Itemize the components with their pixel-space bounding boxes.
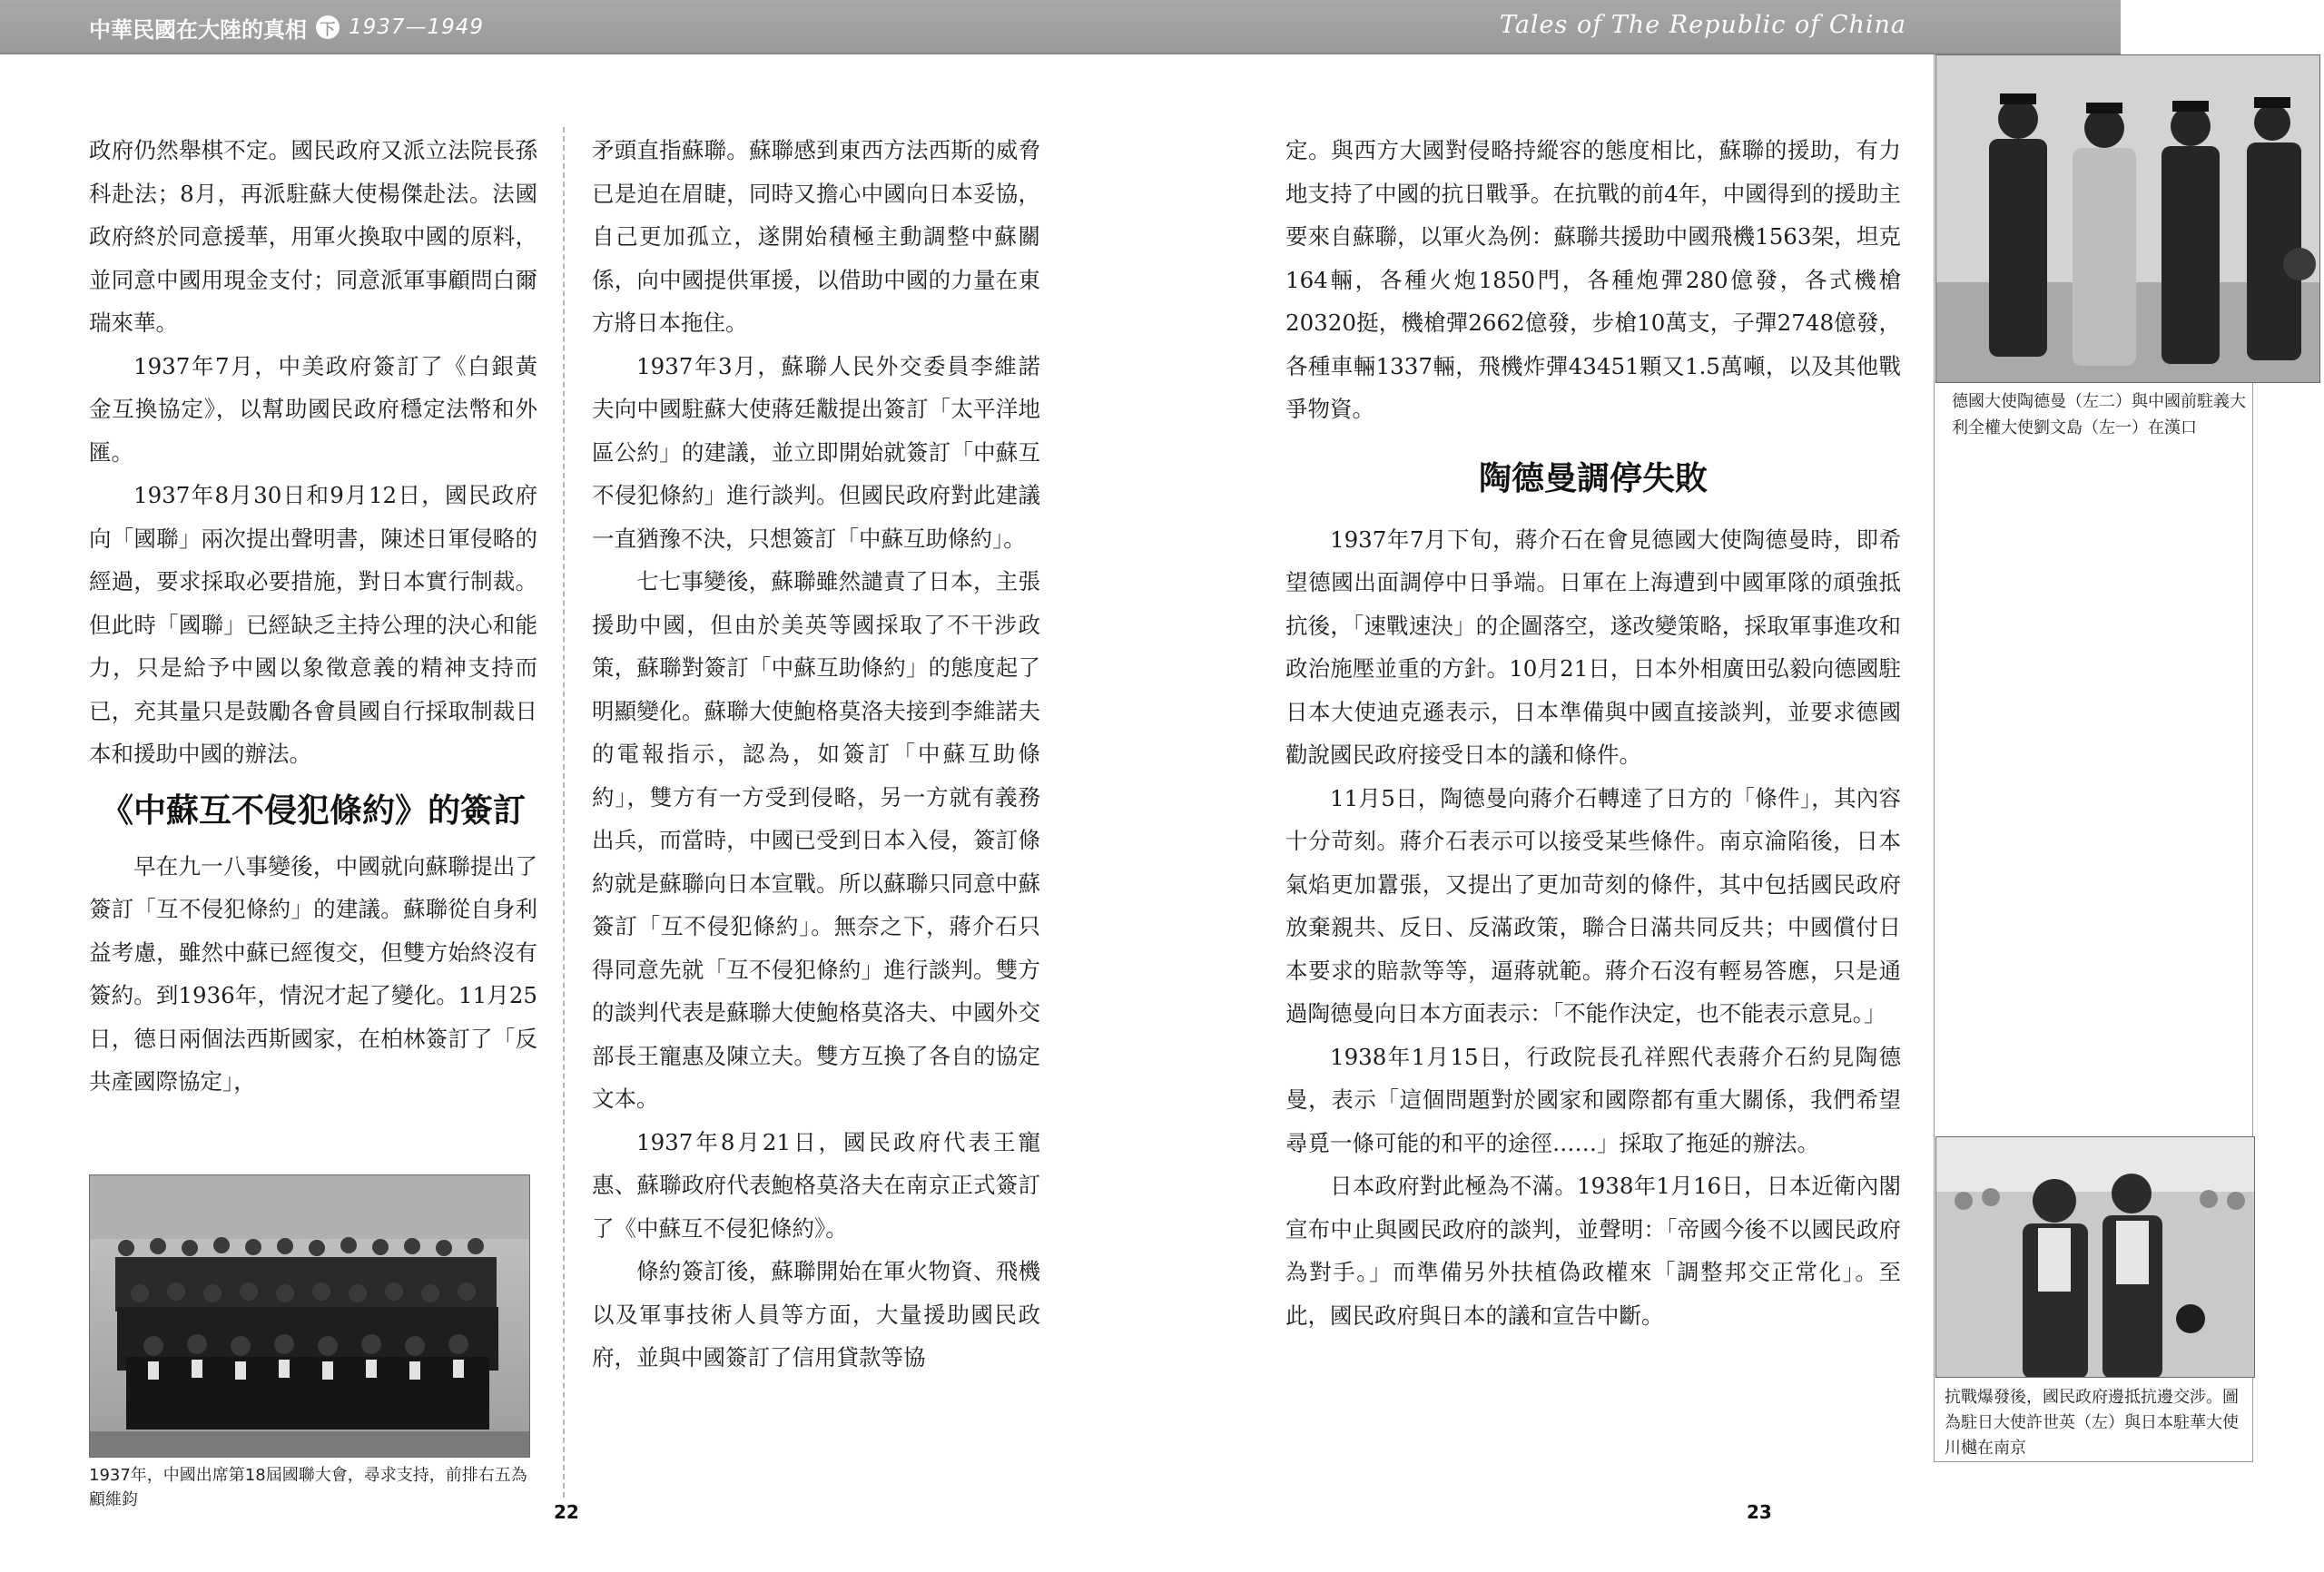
page-number-right: 23 (1747, 1501, 1772, 1523)
column-divider (563, 127, 565, 1498)
league-delegation-photo (89, 1174, 530, 1458)
right-page-column (1285, 129, 1901, 1337)
header-rule (0, 53, 2121, 54)
paragraph: 政府仍然舉棋不定。國民政府又派立法院長孫科赴法；8月，再派駐蘇大使楊傑赴法。法國政府終於同意援華，用軍火換取中國的原料，並同意中國用現金支付；同意派軍事顧問白爾瑞來華。 (89, 137, 537, 336)
section-heading-sino-soviet-treaty: 《中蘇互不侵犯條約》的簽訂 (100, 791, 526, 830)
trautmann-photo-caption: 德國大使陶德曼（左二）與中國前駐義大利全權大使劉文島（左一）在漢口 (1952, 392, 2246, 437)
sidebar-bottom-rule (1934, 1461, 2253, 1462)
header-years: 1937—1949 (349, 15, 485, 39)
paragraph: 矛頭直指蘇聯。蘇聯感到東西方法西斯的威脅已是迫在眉睫，同時又擔心中國向日本妥協，自己更加孤立，遂開始積極主動調整中蘇關係，向中國提供軍援，以借助中國的力量在東方將日本拖住。 (592, 137, 1040, 336)
paragraph: 早在九一八事變後，中國就向蘇聯提出了簽訂「互不侵犯條約」的建議。蘇聯從自身利益考慮，雖然中蘇已經復交，但雙方始終沒有簽約。到1936年，情況才起了變化。11月25日，德日兩個法西斯國家，在柏林簽訂了「反共產國際協定」， (89, 852, 537, 1095)
nanjing-ambassadors-photo (1935, 1136, 2255, 1378)
paragraph: 1937年7月，中美政府簽訂了《白銀黃金互換協定》，以幫助國民政府穩定法幣和外匯。 (89, 352, 537, 466)
league-photo-caption: 1937年，中國出席第18屆國聯大會，尋求支持，前排右五為顧維鈞 (89, 1466, 527, 1509)
paragraph: 1938年1月15日，行政院長孔祥熙代表蔣介石約見陶德曼，表示「這個問題對於國家和國際都有重大關係，我們希望尋覓一條可能的和平的途徑……」採取了拖延的辦法。 (1285, 1043, 1901, 1156)
paragraph: 1937年8月30日和9月12日，國民政府向「國聯」兩次提出聲明書，陳述日軍侵略的經過，要求採取必要措施，對日本實行制裁。但此時「國聯」已經缺乏主持公理的決心和能力，只是給予中國以象徵意義的精神支持而已，充其量只是鼓勵各會員國自行採取制裁日本和援助中國的辦法。 (89, 482, 537, 767)
paragraph: 1937年7月下旬，蔣介石在會見德國大使陶德曼時，即希望德國出面調停中日爭端。日軍在上海遭到中國軍隊的頑強抵抗後，「速戰速決」的企圖落空，遂改變策略，採取軍事進攻和政治施壓並重的方針。10月21日，日本外相廣田弘毅向德國駐日本大使迪克遜表示，日本準備與中國直接談判，並要求德國勸說國民政府接受日本的議和條件。 (1285, 526, 1901, 768)
page-number-left: 22 (554, 1501, 579, 1523)
left-page-column-2 (592, 129, 1040, 1380)
paragraph: 定。與西方大國對侵略持縱容的態度相比，蘇聯的援助，有力地支持了中國的抗日戰爭。在抗戰的前4年，中國得到的援助主要來自蘇聯，以軍火為例：蘇聯共援助中國飛機1563架，坦克164輛，各種火炮1850門，各種炮彈280億發，各式機槍20320挺，機槍彈2662億發，步槍10萬支，子彈2748億發，各種車輛1337輛，飛機炸彈43451顆又1.5萬噸，以及其他戰爭物資。 (1285, 137, 1901, 422)
volume-badge-icon: 下 (316, 15, 340, 39)
header-book-title: 中華民國在大陸的真相 (89, 15, 307, 43)
header-book-title-group (89, 11, 484, 44)
paragraph: 1937年8月21日，國民政府代表王寵惠、蘇聯政府代表鮑格莫洛夫在南京正式簽訂了《中蘇互不侵犯條約》。 (592, 1128, 1040, 1242)
nanjing-photo-caption: 抗戰爆發後，國民政府邊抵抗邊交涉。圖為駐日大使許世英（左）與日本駐華大使川樾在南京 (1945, 1388, 2239, 1458)
section-heading-trautmann-mediation: 陶德曼調停失敗 (1478, 458, 1708, 497)
paragraph: 七七事變後，蘇聯雖然譴責了日本，主張援助中國，但由於美英等國採取了不干涉政策，蘇聯對簽訂「中蘇互助條約」的態度起了明顯變化。蘇聯大使鮑格莫洛夫接到李維諾夫的電報指示，認為，如簽訂「中蘇互助條約」，雙方有一方受到侵略，另一方就有義務出兵，而當時，中國已受到日本入侵，簽訂條約就是蘇聯向日本宣戰。所以蘇聯只同意中蘇簽訂「互不侵犯條約」。無奈之下，蔣介石只得同意先就「互不侵犯條約」進行談判。雙方的談判代表是蘇聯大使鮑格莫洛夫、中國外交部長王寵惠及陳立夫。雙方互換了各自的協定文本。 (592, 568, 1040, 1112)
trautmann-hankou-photo (1935, 54, 2320, 383)
group-photo-image (90, 1175, 530, 1458)
paragraph: 日本政府對此極為不滿。1938年1月16日，日本近衛內閣宣布中止與國民政府的談判，並聲明：「帝國今後不以國民政府為對手。」而準備另外扶植偽政權來「調整邦交正常化」。至此，國民政府與日本的議和宣告中斷。 (1285, 1173, 1901, 1329)
running-header (0, 0, 2121, 53)
paragraph: 條約簽訂後，蘇聯開始在軍火物資、飛機以及軍事技術人員等方面，大量援助國民政府，並與中國簽訂了信用貸款等協 (592, 1258, 1040, 1371)
paragraph: 11月5日，陶德曼向蔣介石轉達了日方的「條件」，其內容十分苛刻。蔣介石表示可以接受某些條件。南京淪陷後，日本氣焰更加囂張，又提出了更加苛刻的條件，其中包括國民政府放棄親共、反日、反滿政策，聯合日滿共同反共；中國償付日本要求的賠款等等，逼蔣就範。蔣介石沒有輕易答應，只是通過陶德曼向日本方面表示：「不能作決定，也不能表示意見。」 (1285, 784, 1901, 1027)
left-page-column-1 (89, 129, 537, 1104)
paragraph: 1937年3月，蘇聯人民外交委員李維諾夫向中國駐蘇大使蔣廷黻提出簽訂「太平洋地區公約」的建議，並立即開始就簽訂「中蘇互不侵犯條約」進行談判。但國民政府對此建議一直猶豫不決，只想簽訂「中蘇互助條約」。 (592, 352, 1040, 552)
officials-photo-image (1936, 55, 2320, 383)
sidebar-left-rule (1934, 54, 1935, 1461)
header-series-title: Tales of The Republic of China (1499, 11, 1906, 39)
ambassadors-photo-image (1936, 1137, 2255, 1378)
